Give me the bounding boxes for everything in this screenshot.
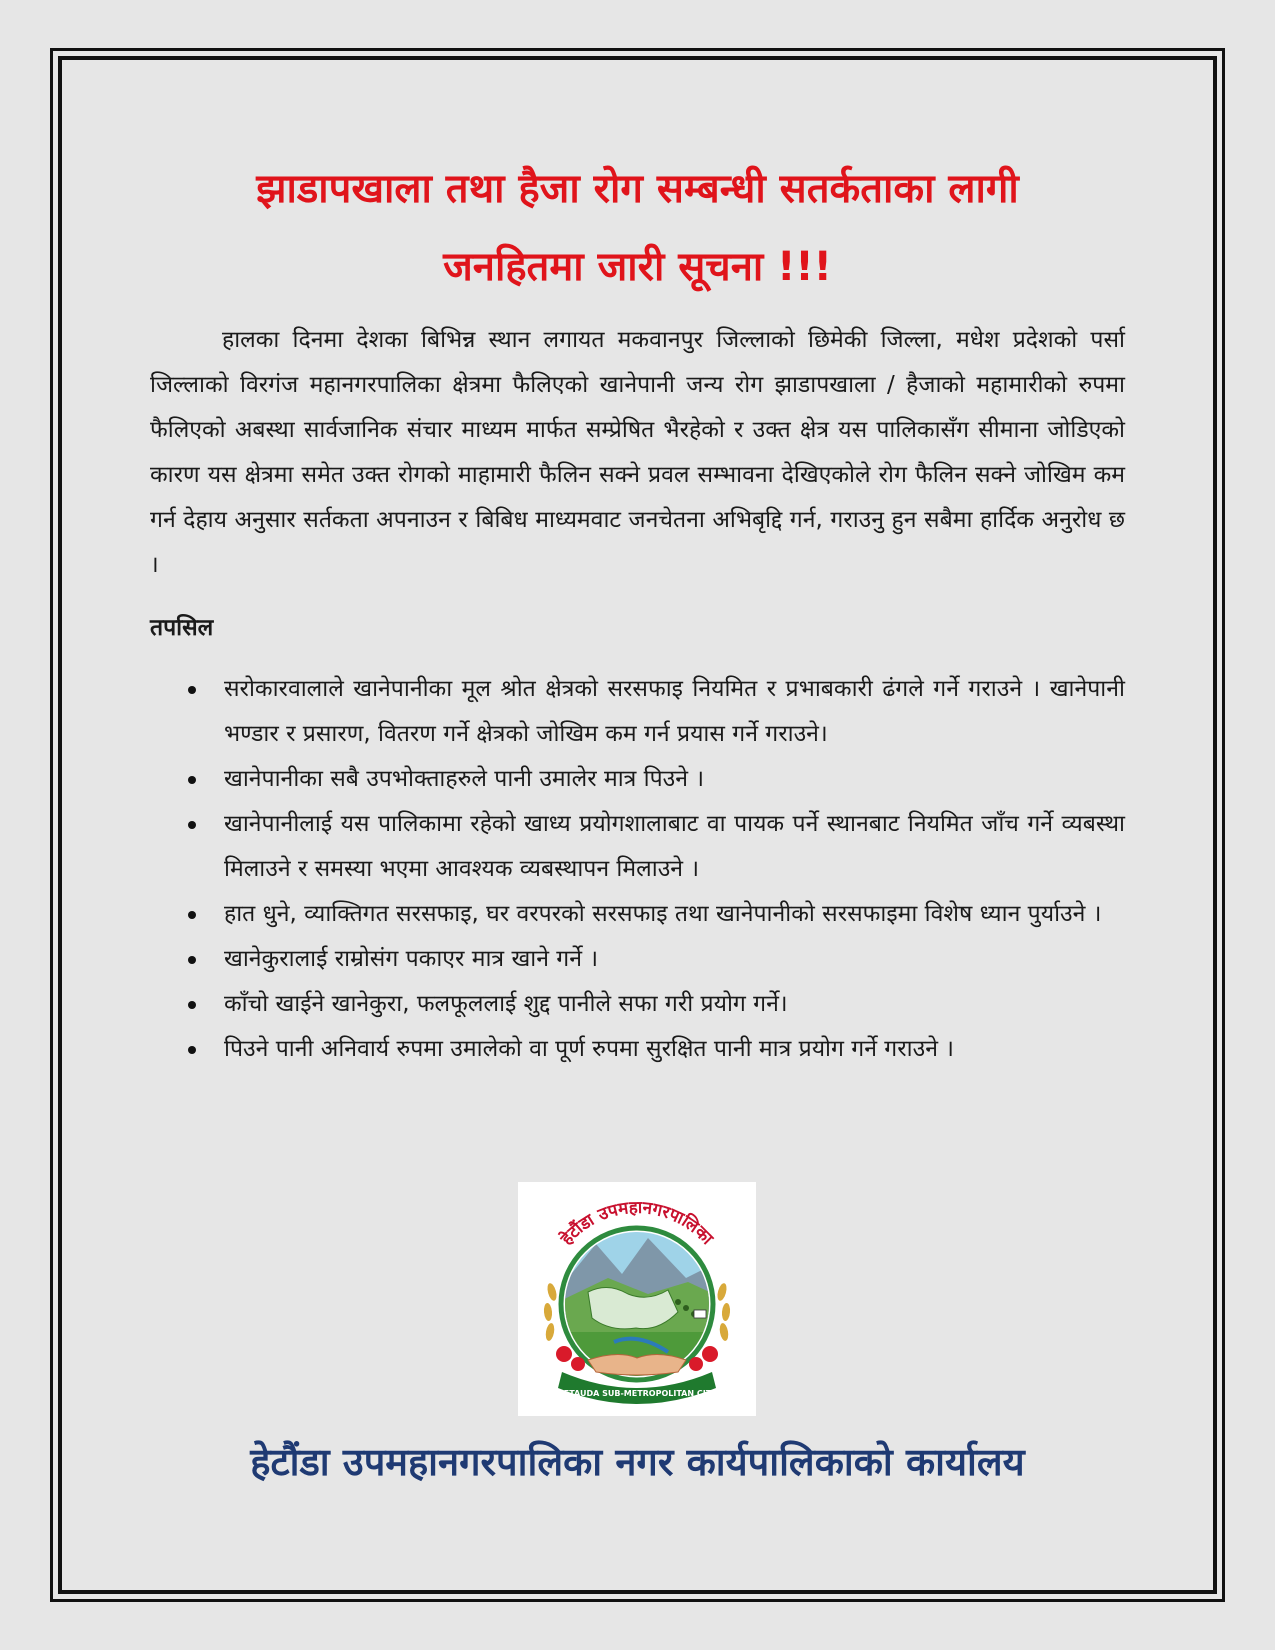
bullet-icon	[188, 956, 196, 964]
list-item-text: पिउने पानी अनिवार्य रुपमा उमालेको वा पूर्ण रुपमा सुरक्षित पानी मात्र प्रयोग गर्ने गराउने ।	[224, 1036, 955, 1062]
list-item	[188, 667, 1125, 757]
logo-arc-text-path: हेटौंडा उपमहानगरपालिका	[556, 1197, 717, 1250]
bullet-icon	[188, 911, 196, 919]
list-item	[188, 802, 1125, 892]
list-item	[188, 757, 1125, 802]
bullet-icon	[188, 1001, 196, 1009]
list-item	[188, 982, 1125, 1027]
list-item	[188, 892, 1125, 937]
bullet-icon	[188, 776, 196, 784]
instruction-list	[150, 667, 1125, 1072]
section-heading: तपसिल	[150, 615, 214, 641]
list-item	[188, 1027, 1125, 1072]
office-name: हेटौंडा उपमहानगरपालिका नगर कार्यपालिकाको कार्यालय	[250, 1440, 1025, 1484]
municipality-seal-icon	[518, 1182, 756, 1416]
bullet-icon	[188, 821, 196, 829]
list-item-text: खानेपानीका सबै उपभोक्ताहरुले पानी उमालेर मात्र पिउने ।	[224, 766, 705, 792]
list-item-text: खानेपानीलाई यस पालिकामा रहेको खाध्य प्रयोगशालाबाट वा पायक पर्ने स्थानबाट नियमित जाँच गर्ने व्यबस्था मिलाउने र समस्या भएमा आवश्यक व्यबस्थापन मिलाउने ।	[224, 811, 1125, 882]
list-item-text: हात धुने, व्याक्तिगत सरसफाइ, घर वरपरको सरसफाइ तथा खानेपानीको सरसफाइमा विशेष ध्यान पुर्याउने ।	[224, 901, 1102, 927]
bullet-icon	[188, 686, 196, 694]
bullet-icon	[188, 1046, 196, 1054]
list-item-text: सरोकारवालाले खानेपानीका मूल श्रोत क्षेत्रको सरसफाइ नियमित र प्रभाबकारी ढंगले गर्ने गराउने । खानेपानी भण्डार र प्रसारण, वितरण गर्ने क्षेत्रको जोखिम कम गर्न प्रयास गर्ने गराउने।	[224, 676, 1125, 747]
logo-ribbon-text: HETAUDA SUB-METROPOLITAN CITY	[557, 1389, 717, 1398]
notice-title-line-1: झाडापखाला तथा हैजा रोग सम्बन्धी सतर्कताका लागी	[256, 166, 1019, 212]
notice-body	[150, 150, 1125, 1072]
notice-title-line-2: जनहितमा जारी सूचना !!!	[443, 244, 832, 290]
logo-handshake	[588, 1354, 686, 1375]
municipality-logo	[518, 1182, 756, 1416]
notice-paragraph: हालका दिनमा देशका बिभिन्न स्थान लगायत मकवानपुर जिल्लाको छिमेकी जिल्ला, मधेश प्रदेशको पर्सा जिल्लाको विरगंज महानगरपालिका क्षेत्रमा फैलिएको खानेपानी जन्य रोग झाडापखाला / हैजाको महामारीको रुपमा फैलिएको अबस्था सार्वजानिक संचार माध्यम मार्फत सम्प्रेषित भैरहेको र उक्त क्षेत्र यस पालिकासँग सीमाना जोडिएको कारण यस क्षेत्रमा समेत उक्त रोगको माहामारी फैलिन सक्ने प्रवल सम्भावना देखिएकोले रोग फैलिन सक्ने जोखिम कम गर्न देहाय अनुसार सर्तकता अपनाउन र बिबिध माध्यमवाट जनचेतना अभिबृद्दि गर्न, गराउनु हुन सबैमा हार्दिक अनुरोध छ ।	[150, 327, 1125, 578]
list-item-text: काँचो खाईने खानेकुरा, फलफूललाई शुद्द पानीले सफा गरी प्रयोग गर्ने।	[224, 991, 788, 1017]
list-item	[188, 937, 1125, 982]
list-item-text: खानेकुरालाई राम्रोसंग पकाएर मात्र खाने गर्ने ।	[224, 946, 599, 972]
notice-title	[150, 150, 1125, 306]
